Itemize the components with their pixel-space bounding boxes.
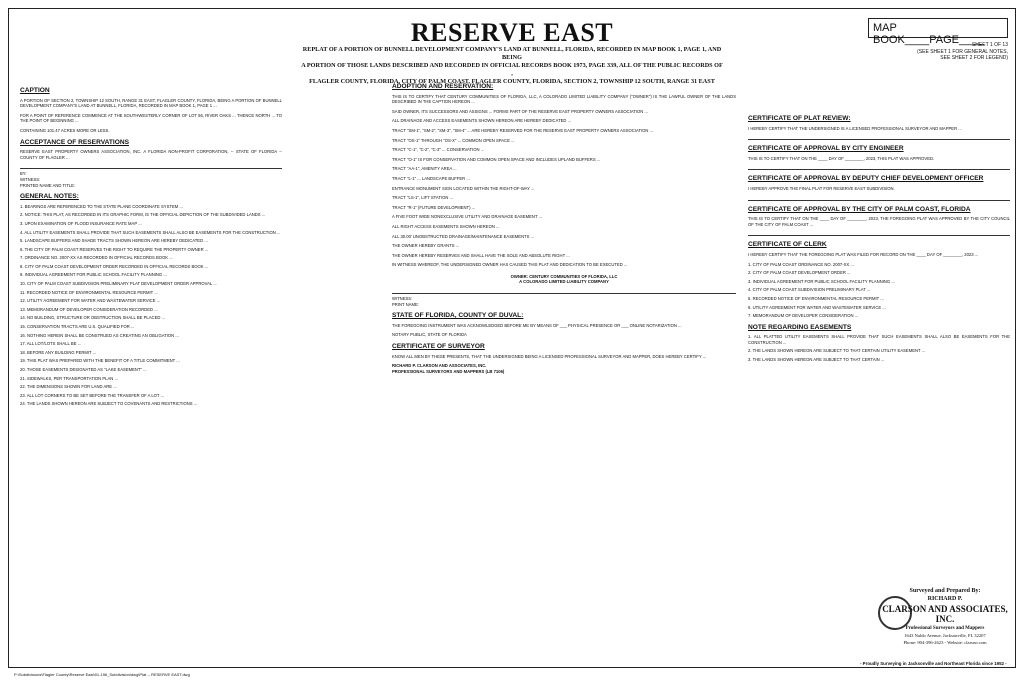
general-notes-list — [20, 204, 282, 407]
general-note: 19. THIS PLAT WAS PREPARED WITH THE BENEFIT OF A TITLE COMMITMENT ... — [20, 358, 180, 364]
adoption-paragraph: ALL RIGHT ACCESS EASEMENTS SHOWN HEREON ... — [392, 223, 500, 229]
left-column — [20, 82, 282, 410]
print-name-label: PRINT NAME: — [392, 301, 419, 307]
adoption-paragraph: ENTRANCE MONUMENT SIGN LOCATED WITHIN THE RIGHT-OF-WAY ... — [392, 185, 535, 191]
middle-column — [392, 78, 736, 374]
title-notes-list — [748, 262, 1010, 319]
adoption-paragraph: SAID OWNER, ITS SUCCESSORS AND ASSIGNS ... FORMS PART OF THE RESERVE EAST PROPERTY OWNERS ASSOCIATION ... — [392, 108, 648, 114]
general-note: 21. SIDEWALKS, PER TRANSPORTATION PLAN ... — [20, 375, 118, 381]
acknowledgment-text: THE FOREGOING INSTRUMENT WAS ACKNOWLEDGED BEFORE ME BY MEANS OF ___ PHYSICAL PRESENCE OR ___ ONLINE NOTARIZATION ... — [392, 322, 682, 328]
general-note: 6. THE CITY OF PALM COAST RESERVES THE RIGHT TO REQUIRE THE PROPERTY OWNER ... — [20, 246, 209, 252]
general-note: 9. INDIVIDUAL AGREEMENT FOR PUBLIC SCHOOL FACILITY PLANNING ... — [20, 272, 167, 278]
surveyor-text: KNOW ALL MEN BY THESE PRESENTS, THAT THE UNDERSIGNED BEING A LICENSED PROFESSIONAL SURVEYOR AND MAPPER, DOES HEREBY CERTIFY ... — [392, 353, 707, 359]
title-note: 5. RECORDED NOTICE OF ENVIRONMENTAL RESOURCE PERMIT ... — [748, 295, 884, 301]
general-note: 20. THOSE EASEMENTS DESIGNATED AS "LAKE EASEMENT" ... — [20, 367, 147, 372]
sheet-line: (SEE SHEET 1 FOR GENERAL NOTES, — [917, 48, 1008, 55]
deputy-chief-text: I HEREBY APPROVE THE FINAL PLAT FOR RESERVE EAST SUBDIVISION. — [748, 185, 895, 191]
adoption-paragraph: TRACT "L-1" ... LANDSCAPE BUFFER ... — [392, 175, 470, 181]
clerk-heading: CERTIFICATE OF CLERK — [748, 241, 827, 249]
subtitle-line: FLAGLER COUNTY, FLORIDA, CITY OF PALM COAST, FLAGLER COUNTY, FLORIDA, SECTION 2, TOWNSHIP 12 SOUTH, RANGE 31 EAST — [309, 78, 715, 85]
general-note: 1. BEARINGS ARE REFERENCED TO THE STATE PLANE COORDINATE SYSTEM ... — [20, 203, 183, 209]
signature-line — [748, 235, 1010, 236]
sheet-number — [868, 42, 1008, 62]
title-note: 6. UTILITY AGREEMENT FOR WATER AND WASTEWATER SERVICE ... — [748, 304, 886, 310]
adoption-paragraph: THE OWNER HEREBY GRANTS ... — [392, 243, 460, 249]
state-heading: STATE OF FLORIDA, COUNTY OF DUVAL: — [392, 312, 524, 320]
by-label: BY: — [20, 171, 27, 177]
title-note: 1. CITY OF PALM COAST ORDINANCE NO. 2007-XX ... — [748, 261, 854, 267]
adoption-paragraph: THIS IS TO CERTIFY THAT CENTURY COMMUNITIES OF FLORIDA, LLC, A COLORADO LIMITED LIABILITY COMPANY ("OWNER") IS THE LAWFUL OWNER OF THE LANDS DESCRIBED IN THE CAPTION HEREON ... — [392, 93, 736, 105]
notary-label: NOTARY PUBLIC, STATE OF FLORIDA — [392, 332, 467, 338]
city-approval-text: THIS IS TO CERTIFY THAT ON THE ____ DAY OF ________, 2023, THE FOREGOING PLAT WAS APPROVED BY THE CITY COUNCIL OF THE CITY OF PALM COAST ... — [748, 216, 1010, 227]
easement-notes-list — [748, 334, 1010, 362]
logo-name: RICHARD P. — [927, 596, 963, 602]
general-note: 5. LANDSCAPE BUFFERS AND SHADE TRACTS SHOWN HEREON ARE HEREBY DEDICATED ... — [20, 238, 208, 244]
logo-address: 1643 Naldo Avenue, Jacksonville, FL 32207 — [904, 633, 986, 638]
subtitle-line: REPLAT OF A PORTION OF BUNNELL DEVELOPMENT COMPANY'S LAND AT BUNNELL, FLORIDA, RECORDED IN MAP BOOK 1, PAGE 1, AND BEING — [302, 46, 722, 61]
adoption-paragraph: THE OWNER HEREBY RESERVES AND SHALL HAVE THE SOLE AND ABSOLUTE RIGHT ... — [392, 252, 570, 258]
clerk-text: I HEREBY CERTIFY THAT THE FOREGOING PLAT WAS FILED FOR RECORD ON THE ____ DAY OF ________, 2023 ... — [748, 251, 979, 257]
general-note: 24. THE LANDS SHOWN HEREON ARE SUBJECT TO COVENANTS AND RESTRICTIONS ... — [20, 401, 198, 407]
surveyor-heading: CERTIFICATE OF SURVEYOR — [392, 343, 485, 351]
acceptance-text: RESERVE EAST PROPERTY OWNERS ASSOCIATION, INC. A FLORIDA NON-PROFIT CORPORATION, -- STATE OF FLORIDA -- COUNTY OF FLAGLER ... — [20, 149, 282, 160]
adoption-paragraph: ALL DRAINAGE AND ACCESS EASEMENTS SHOWN HEREON ARE HEREBY DEDICATED ... — [392, 118, 572, 124]
title-note: 2. CITY OF PALM COAST DEVELOPMENT ORDER ... — [748, 270, 851, 276]
caption-text: CONTAINING 101.47 ACRES MORE OR LESS. — [20, 127, 110, 133]
adoption-paragraph: A FIVE FOOT WIDE NONEXCLUSIVE UTILITY AND DRAINAGE EASEMENT ... — [392, 214, 543, 220]
logo-prepared-by: Surveyed and Prepared By: — [909, 588, 981, 594]
file-path: P:\Subdivisions\Flagler County\Reserve East\01-196_Subdivision\dwg\Plat -- RESERVE EAST.dwg — [14, 672, 190, 677]
witness-label: WITNESS: — [20, 176, 41, 182]
adoption-paragraph: TRACT "OS-1" THROUGH "OS-X" ... COMMON OPEN SPACE ... — [392, 137, 515, 143]
adoption-paragraph: TRACT "C-1", "C-2", "C-3" ... CONSERVATION ... — [392, 147, 485, 153]
general-note: 7. ORDINANCE NO. 2007-XX AS RECORDED IN OFFICIAL RECORDS BOOK ... — [20, 255, 173, 261]
general-note: 2. NOTICE: THIS PLAT, AS RECORDED IN ITS GRAPHIC FORM, IS THE OFFICIAL DEPICTION OF THE SUBDIVIDED LANDS ... — [20, 212, 266, 218]
owner-block: OWNER: CENTURY COMMUNITIES OF FLORIDA, LLC A COLORADO LIMITED LIABILITY COMPANY — [510, 273, 618, 285]
adoption-paragraph: TRACT "LS-1", LIFT STATION ... — [392, 195, 454, 201]
map-book-box: MAP BOOK____PAGE____ — [868, 18, 1008, 38]
page-title: RESERVE EAST — [410, 18, 614, 47]
adoption-paragraph: IN WITNESS WHEREOF, THE UNDERSIGNED OWNER HAS CAUSED THIS PLAT AND DEDICATION TO BE EXECUTED ... — [392, 262, 628, 268]
adoption-paragraph: TRACT "R-1" (FUTURE DEVELOPMENT) ... — [392, 204, 476, 210]
surveyor-firm: RICHARD P. CLARSON AND ASSOCIATES, INC. PROFESSIONAL SURVEYORS AND MAPPERS (LB 7106) — [392, 363, 505, 374]
general-note: 22. THE DIMENSIONS SHOWN FOR LAND ARE ... — [20, 384, 117, 390]
adoption-paragraph: TRACT "AA-1", AMENITY AREA ... — [392, 166, 457, 172]
sheet-line: SEE SHEET 2 FOR LEGEND) — [940, 55, 1008, 61]
general-note: 16. NOTHING HEREIN SHALL BE CONSTRUED AS CREATING AN OBLIGATION ... — [20, 332, 179, 338]
title-note: 4. CITY OF PALM COAST SUBDIVISION PRELIMINARY PLAT ... — [748, 287, 871, 293]
signature-line — [748, 200, 1010, 201]
city-engineer-heading: CERTIFICATE OF APPROVAL BY CITY ENGINEER — [748, 145, 904, 153]
adoption-paragraph: ALL 30.00' UNOBSTRUCTED DRAINAGE/MAINTENANCE EASEMENTS ... — [392, 233, 535, 239]
signature-line — [20, 168, 282, 169]
general-note: 10. CITY OF PALM COAST SUBDIVISION PRELIMINARY PLAT DEVELOPMENT ORDER APPROVAL ... — [20, 281, 217, 287]
logo-tagline: - Proudly Surveying in Jacksonville and Northeast Florida since 1952 - — [860, 661, 1007, 666]
title-note: 7. MEMORANDUM OF DEVELOPER CONSIDERATION ... — [748, 313, 859, 319]
general-notes-heading: GENERAL NOTES: — [20, 193, 79, 201]
easement-note: 2. THE LANDS SHOWN HEREON ARE SUBJECT TO THAT CERTAIN UTILITY EASEMENT ... — [748, 348, 926, 354]
surveyor-logo — [880, 588, 1010, 645]
general-note: 15. CONSERVATION TRACTS ARE U.S. QUALIFIED FOR ... — [20, 324, 135, 330]
deputy-chief-heading: CERTIFICATE OF APPROVAL BY DEPUTY CHIEF DEVELOPMENT OFFICER — [748, 175, 984, 183]
city-engineer-text: THIS IS TO CERTIFY THAT ON THE ____ DAY OF ________, 2023, THIS PLAT WAS APPROVED. — [748, 155, 935, 161]
logo-company: CLARSON AND ASSOCIATES, INC. — [882, 604, 1008, 624]
logo-profession: Professional Surveyors and Mappers — [905, 626, 985, 631]
logo-contact: Phone: 904-396-2623 - Website: clarson.com — [903, 640, 987, 645]
general-note: 17. ALL LOT/LOTS SHALL BE ... — [20, 341, 82, 347]
adoption-heading: ADOPTION AND RESERVATION: — [392, 83, 494, 90]
plat-review-heading: CERTIFICATE OF PLAT REVIEW: — [748, 115, 851, 122]
adoption-paragraphs — [392, 94, 736, 268]
witness-label: WITNESS: — [392, 296, 413, 302]
caption-text: A PORTION OF SECTION 2, TOWNSHIP 12 SOUTH, RANGE 31 EAST, FLAGLER COUNTY, FLORIDA, BEING A PORTION OF BUNNELL DEVELOPMENT COMPANY'S LAND AT BUNNELL, FLORIDA, RECORDED IN MAP BOOK 1, PAGE 1 ... — [20, 97, 282, 109]
city-approval-heading: CERTIFICATE OF APPROVAL BY THE CITY OF PALM COAST, FLORIDA — [748, 205, 971, 213]
general-note: 13. MEMORANDUM OF DEVELOPER CONSIDERATION RECORDED ... — [20, 306, 158, 312]
easement-notes-heading: NOTE REGARDING EASEMENTS — [748, 323, 852, 331]
plat-review-text: I HEREBY CERTIFY THAT THE UNDERSIGNED IS A LICENSED PROFESSIONAL SURVEYOR AND MAPPER ... — [748, 125, 962, 131]
right-column — [748, 110, 1010, 366]
caption-text: FOR A POINT OF REFERENCE COMMENCE AT THE SOUTHWESTERLY CORNER OF LOT 56, RIVER OAKS ... THENCE NORTH ... TO THE POINT OF BEGINNING ... — [20, 112, 282, 124]
general-note: 12. UTILITY AGREEMENT FOR WATER AND WASTEWATER SERVICE ... — [20, 298, 161, 304]
general-note: 23. ALL LOT CORNERS TO BE SET BEFORE THE TRANSFER OF A LOT ... — [20, 392, 165, 398]
general-note: 8. CITY OF PALM COAST DEVELOPMENT ORDER RECORDED IN OFFICIAL RECORDS BOOK ... — [20, 263, 209, 269]
acceptance-heading: ACCEPTANCE OF RESERVATIONS — [20, 138, 130, 146]
general-note: 11. RECORDED NOTICE OF ENVIRONMENTAL RESOURCE PERMIT ... — [20, 289, 158, 295]
adoption-paragraph: TRACT "SM-1", "SM-2", "SM-3", "SM-4" ... ARE HEREBY RESERVED FOR THE RESERVE EAST PROPERTY OWNERS ASSOCIATION ... — [392, 127, 654, 133]
general-note: 14. NO BUILDING, STRUCTURE OR OBSTRUCTION SHALL BE PLACED ... — [20, 315, 166, 321]
general-note: 18. BEFORE ANY BUILDING PERMIT ... — [20, 349, 97, 355]
subtitle-line: A PORTION OF THOSE LANDS DESCRIBED AND RECORDED IN OFFICIAL RECORDS BOOK 1973, PAGE 339, ALL OF THE PUBLIC RECORDS OF , — [301, 62, 723, 77]
signature-line — [748, 139, 1010, 140]
easement-note: 1. ALL PLATTED UTILITY EASEMENTS SHALL PROVIDE THAT SUCH EASEMENTS SHALL ALSO BE EASEMENTS FOR THE CONSTRUCTION ... — [748, 334, 1010, 345]
sheet-line: SHEET 1 OF 13 — [971, 42, 1008, 48]
printed-name-label: PRINTED NAME AND TITLE: — [20, 182, 76, 188]
general-note: 4. ALL UTILITY EASEMENTS SHALL PROVIDE THAT SUCH EASEMENTS SHALL ALSO BE EASEMENTS FOR THE CONSTRUCTION ... — [20, 229, 281, 235]
signature-line — [392, 293, 736, 294]
easement-note: 3. THE LANDS SHOWN HEREON ARE SUBJECT TO THAT CERTAIN ... — [748, 357, 885, 363]
title-note: 3. INDIVIDUAL AGREEMENT FOR PUBLIC SCHOOL FACILITY PLANNING ... — [748, 278, 895, 284]
adoption-paragraph: TRACT "O-1" IS FOR CONSERVATION AND COMMON OPEN SPACE AND INCLUDES UPLAND BUFFERS ... — [392, 156, 601, 162]
signature-line — [748, 169, 1010, 170]
caption-heading: CAPTION — [20, 87, 50, 94]
general-note: 3. UPON EXAMINATION OF FLOOD INSURANCE RATE MAP ... — [20, 220, 142, 226]
